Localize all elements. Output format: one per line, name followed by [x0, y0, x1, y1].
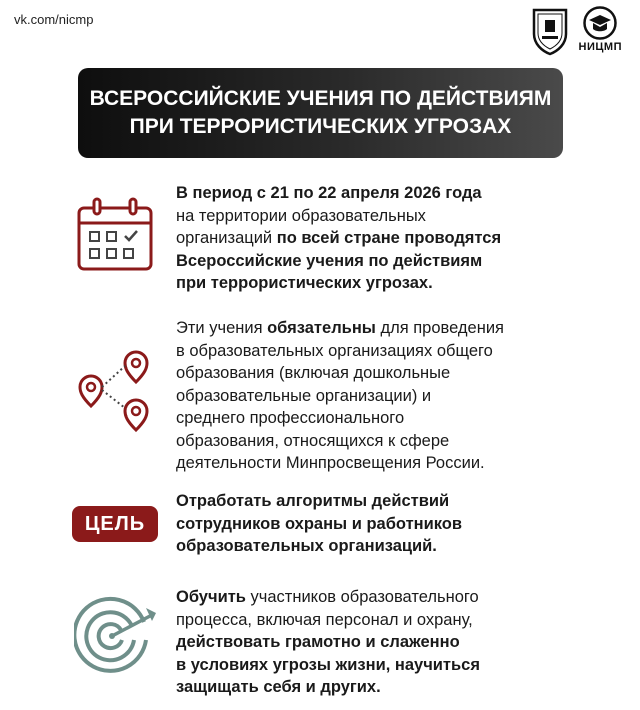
- mandatory-line4: образовательные организации) и: [176, 386, 432, 405]
- shield-emblem-icon: [531, 6, 569, 56]
- train-line1a: Обучить: [176, 588, 246, 606]
- train-line5: защищать себя и других.: [176, 678, 381, 696]
- info-block-train: [176, 586, 480, 699]
- dates-line4: Всероссийские учения по действиям: [176, 251, 483, 270]
- dates-line2: на территории образовательных: [176, 206, 426, 225]
- title-banner: [78, 68, 563, 158]
- info-block-goal: [176, 490, 462, 558]
- goal-line1: Отработать алгоритмы действий: [176, 492, 450, 510]
- dates-line3b: по всей стране проводятся: [276, 229, 502, 247]
- mandatory-line7: деятельности Минпросвещения России.: [176, 454, 485, 472]
- mandatory-line1a: Эти учения: [176, 319, 268, 337]
- goal-line3: образовательных организаций.: [176, 537, 437, 555]
- mandatory-line3: образования (включая дошкольные: [176, 364, 451, 382]
- dates-line5: при террористических угрозах.: [176, 274, 433, 292]
- mandatory-line1b: обязательны: [267, 319, 376, 337]
- banner-title-line1: ВСЕРОССИЙСКИЕ УЧЕНИЯ ПО ДЕЙСТВИЯМ: [89, 87, 552, 110]
- info-block-dates: [176, 182, 501, 295]
- goal-badge: ЦЕЛЬ: [72, 506, 158, 542]
- graduation-cap-icon: [583, 6, 617, 40]
- mandatory-line6: образования, относящихся к сфере: [176, 431, 450, 450]
- org-abbr: НИЦМП: [578, 41, 622, 53]
- ministry-emblem: [531, 6, 569, 56]
- banner-title-line2: ПРИ ТЕРРОРИСТИЧЕСКИХ УГРОЗАХ: [129, 115, 512, 138]
- dates-line3a: организаций: [176, 229, 277, 247]
- target-arrow-icon: [74, 594, 158, 678]
- dates-line1: В период с 21 по 22 апреля 2026 года: [176, 184, 482, 202]
- org-logo: [579, 6, 622, 53]
- source-link[interactable]: vk.com/nicmp: [14, 12, 94, 27]
- train-line1b: участников образовательного: [245, 588, 479, 606]
- train-line2: процесса, включая персонал и охрану,: [176, 610, 473, 629]
- info-block-mandatory: [176, 317, 504, 475]
- calendar-icon: [76, 196, 154, 272]
- train-line4: в условиях угрозы жизни, научиться: [176, 655, 480, 674]
- goal-line2: сотрудников охраны и работников: [176, 514, 463, 533]
- route-pins-icon: [74, 350, 156, 434]
- mandatory-line1c: для проведения: [375, 319, 504, 337]
- mandatory-line5: среднего профессионального: [176, 409, 405, 427]
- logos: [531, 6, 622, 56]
- mandatory-line2: в образовательных организациях общего: [176, 341, 493, 360]
- train-line3: действовать грамотно и слаженно: [176, 633, 460, 651]
